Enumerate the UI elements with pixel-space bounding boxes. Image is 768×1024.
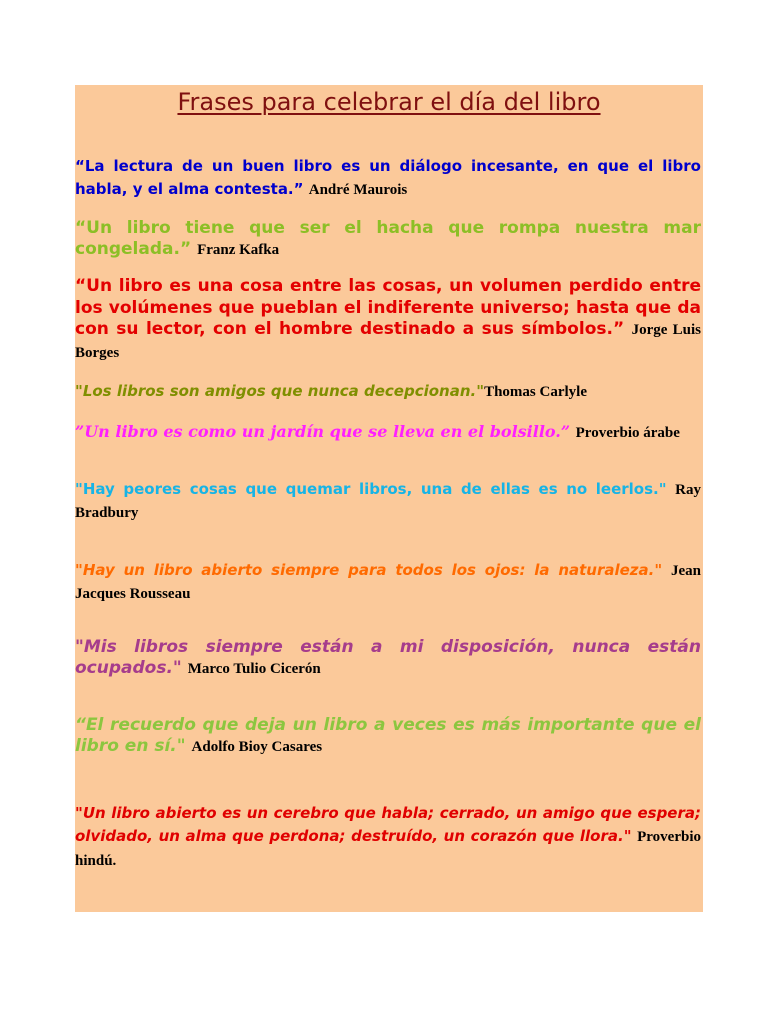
quote-5-text: ”Un libro es como un jardín que se lleva en el bolsillo.” — [75, 422, 571, 441]
quote-1 — [75, 155, 701, 202]
quote-8-author: Marco Tulio Cicerón — [187, 661, 321, 677]
quote-3 — [75, 276, 701, 364]
quote-1-text: “La lectura de un buen libro es un diálogo incesante, en que el libro habla, y el alma contesta.” — [75, 157, 701, 198]
quote-5-author: Proverbio árabe — [575, 425, 680, 441]
quote-6-text: "Hay peores cosas que quemar libros, una de ellas es no leerlos." — [75, 480, 667, 498]
quote-1-author: André Maurois — [308, 182, 408, 198]
quote-4-text: "Los libros son amigos que nunca decepcionan." — [75, 382, 485, 400]
quote-7-text: "Hay un libro abierto siempre para todos los ojos: la naturaleza." — [75, 561, 663, 579]
quotes-panel — [75, 85, 703, 912]
quote-2 — [75, 218, 701, 261]
quote-10-text: "Un libro abierto es un cerebro que habla; cerrado, un amigo que espera; olvidado, un alma que perdona; destruído, un corazón que llora." — [75, 804, 701, 845]
quote-3-text: “Un libro es una cosa entre las cosas, un volumen perdido entre los volúmenes que pueblan el indiferente universo; hasta que da con su lector, con el hombre destinado a sus símbolos.” — [75, 276, 701, 339]
quote-8 — [75, 637, 701, 680]
quote-9 — [75, 715, 701, 758]
quote-10-author: Proverbio hindú. — [75, 829, 701, 869]
quote-4-author: Thomas Carlyle — [484, 384, 587, 400]
quote-3-author: Jorge Luis Borges — [75, 322, 701, 361]
quote-8-text: "Mis libros siempre están a mi disposición, nunca están ocupados." — [75, 637, 701, 678]
quote-2-text: “Un libro tiene que ser el hacha que rompa nuestra mar congelada.” — [75, 218, 701, 259]
quote-7-author: Jean Jacques Rousseau — [75, 563, 701, 602]
quote-6 — [75, 478, 701, 524]
quote-9-author: Adolfo Bioy Casares — [191, 739, 323, 755]
quote-10 — [75, 802, 701, 873]
quote-6-author: Ray Bradbury — [75, 482, 701, 521]
quote-5 — [75, 421, 701, 444]
page-title: Frases para celebrar el día del libro — [177, 88, 601, 116]
quote-7 — [75, 559, 701, 605]
quote-2-author: Franz Kafka — [197, 242, 280, 258]
quote-4 — [75, 380, 701, 403]
quote-9-text: “El recuerdo que deja un libro a veces es más importante que el libro en sí." — [75, 715, 701, 756]
